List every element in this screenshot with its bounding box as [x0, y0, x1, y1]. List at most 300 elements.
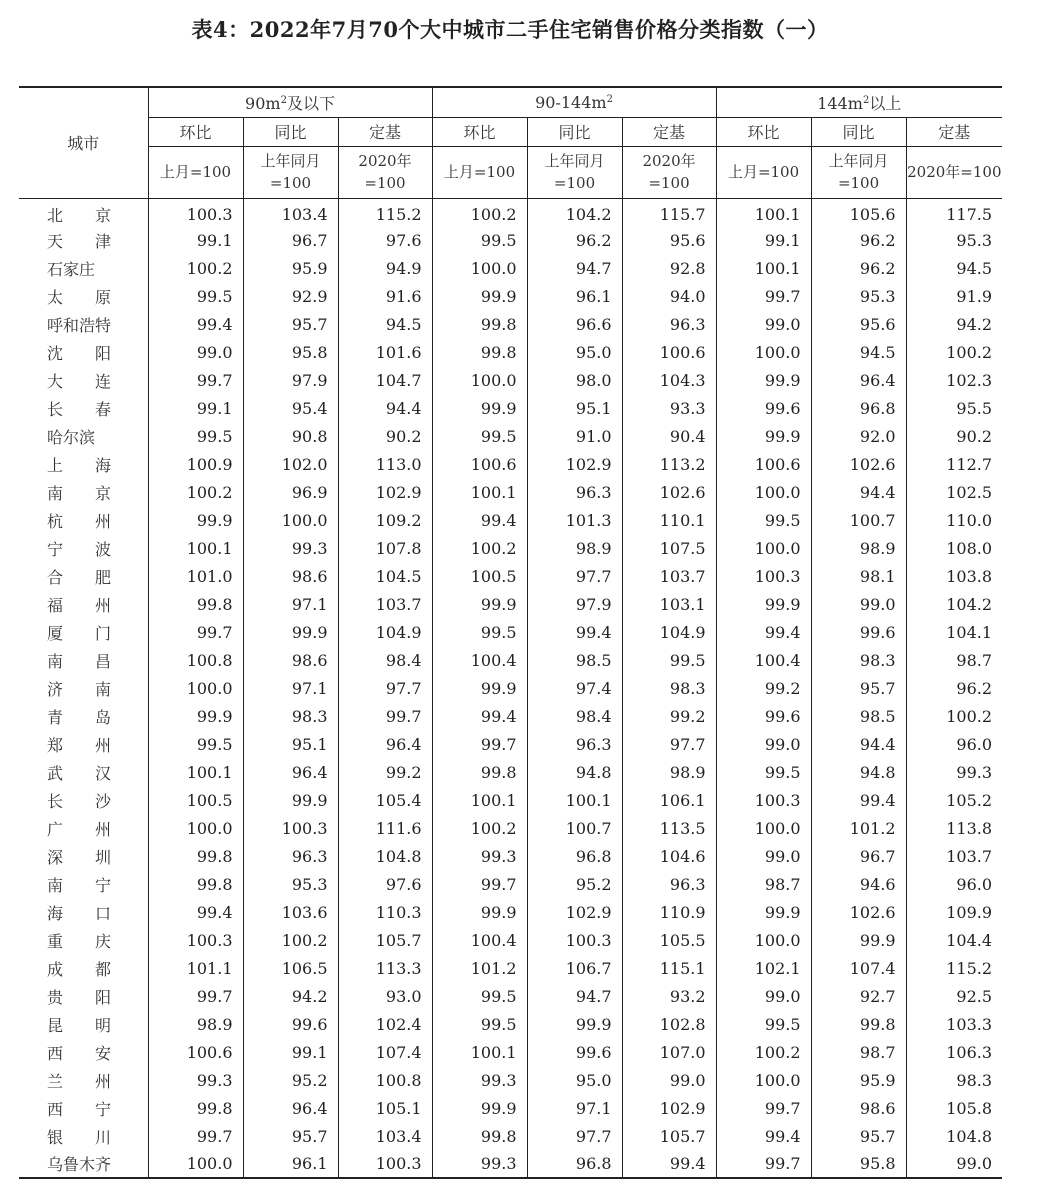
base-cell: 113.5 [622, 814, 716, 842]
base-cell: 91.6 [338, 282, 432, 310]
table-row [19, 1122, 1002, 1150]
yoy-cell: 99.6 [243, 1010, 338, 1038]
mom-cell: 99.0 [716, 730, 811, 758]
yoy-cell: 103.4 [243, 198, 338, 226]
mom-cell: 99.9 [716, 422, 811, 450]
base-cell: 103.4 [338, 1122, 432, 1150]
mom-cell: 99.5 [148, 730, 243, 758]
yoy-cell: 100.7 [811, 506, 906, 534]
yoy-cell: 96.4 [243, 758, 338, 786]
city-cell: 广 州 [47, 819, 112, 839]
base-cell: 117.5 [906, 198, 1002, 226]
mom-cell: 100.2 [432, 198, 527, 226]
yoy-cell: 96.2 [811, 254, 906, 282]
mom-cell: 99.2 [716, 674, 811, 702]
mom-cell: 99.6 [716, 702, 811, 730]
mom-cell: 100.4 [716, 646, 811, 674]
base-header-prev-year: 上年同月=100 [811, 146, 906, 198]
mom-cell: 99.7 [716, 282, 811, 310]
base-cell: 97.7 [622, 730, 716, 758]
sub-header-base: 定基 [622, 117, 716, 146]
sub-header-yoy: 同比 [527, 117, 622, 146]
mom-cell: 99.8 [148, 1094, 243, 1122]
base-cell: 99.0 [622, 1066, 716, 1094]
table-row [19, 478, 1002, 506]
city-cell: 长 沙 [47, 791, 112, 811]
yoy-cell: 94.7 [527, 982, 622, 1010]
mom-cell: 99.6 [716, 394, 811, 422]
table-row [19, 198, 1002, 226]
table-row [19, 590, 1002, 618]
base-cell: 95.5 [906, 394, 1002, 422]
mom-cell: 100.1 [432, 478, 527, 506]
base-cell: 102.8 [622, 1010, 716, 1038]
yoy-cell: 101.2 [811, 814, 906, 842]
yoy-cell: 97.7 [527, 1122, 622, 1150]
mom-cell: 100.3 [716, 786, 811, 814]
city-cell: 石家庄 [47, 259, 96, 279]
group-header-medium: $90-144m^2$ [432, 87, 716, 117]
base-cell: 96.4 [338, 730, 432, 758]
table-row [19, 674, 1002, 702]
mom-cell: 99.7 [432, 730, 527, 758]
yoy-cell: 101.3 [527, 506, 622, 534]
base-cell: 96.0 [906, 730, 1002, 758]
yoy-cell: 99.1 [243, 1038, 338, 1066]
mom-cell: 99.8 [148, 590, 243, 618]
yoy-cell: 94.8 [811, 758, 906, 786]
city-cell: 上 海 [47, 455, 112, 475]
yoy-cell: 98.5 [527, 646, 622, 674]
city-cell: 成 都 [47, 959, 112, 979]
mom-cell: 99.9 [716, 898, 811, 926]
mom-cell: 101.2 [432, 954, 527, 982]
base-cell: 105.7 [622, 1122, 716, 1150]
mom-cell: 100.0 [148, 814, 243, 842]
table-row [19, 1066, 1002, 1094]
table-row [19, 366, 1002, 394]
yoy-cell: 94.2 [243, 982, 338, 1010]
city-cell: 南 昌 [47, 651, 112, 671]
mom-cell: 98.7 [716, 870, 811, 898]
yoy-cell: 99.4 [527, 618, 622, 646]
yoy-cell: 102.6 [811, 450, 906, 478]
mom-cell: 102.1 [716, 954, 811, 982]
mom-cell: 99.7 [148, 1122, 243, 1150]
city-cell: 杭 州 [47, 511, 112, 531]
base-cell: 104.2 [906, 590, 1002, 618]
yoy-cell: 98.9 [527, 534, 622, 562]
table-row [19, 954, 1002, 982]
yoy-cell: 96.3 [243, 842, 338, 870]
table-row [19, 226, 1002, 254]
yoy-cell: 98.3 [811, 646, 906, 674]
base-cell: 110.9 [622, 898, 716, 926]
mom-cell: 99.4 [148, 310, 243, 338]
base-cell: 100.8 [338, 1066, 432, 1094]
base-cell: 96.2 [906, 674, 1002, 702]
yoy-cell: 96.8 [811, 394, 906, 422]
yoy-cell: 99.9 [243, 786, 338, 814]
yoy-cell: 91.0 [527, 422, 622, 450]
base-cell: 113.8 [906, 814, 1002, 842]
yoy-cell: 99.3 [243, 534, 338, 562]
sub-header-mom: 环比 [432, 117, 527, 146]
mom-cell: 99.0 [716, 982, 811, 1010]
city-cell: 重 庆 [47, 931, 112, 951]
base-cell: 115.2 [338, 198, 432, 226]
table-row [19, 394, 1002, 422]
yoy-cell: 92.9 [243, 282, 338, 310]
mom-cell: 99.9 [432, 898, 527, 926]
mom-cell: 100.2 [716, 1038, 811, 1066]
sub-header-base: 定基 [906, 117, 1002, 146]
city-cell: 宁 波 [47, 539, 112, 559]
mom-cell: 99.3 [432, 842, 527, 870]
base-cell: 100.3 [338, 1150, 432, 1178]
table-row [19, 1010, 1002, 1038]
yoy-cell: 99.9 [243, 618, 338, 646]
mom-cell: 100.8 [148, 646, 243, 674]
base-cell: 110.1 [622, 506, 716, 534]
city-cell: 合 肥 [47, 567, 112, 587]
mom-cell: 100.1 [432, 1038, 527, 1066]
yoy-cell: 96.2 [811, 226, 906, 254]
mom-cell: 99.0 [716, 842, 811, 870]
base-cell: 105.4 [338, 786, 432, 814]
base-cell: 99.4 [622, 1150, 716, 1178]
table-row [19, 870, 1002, 898]
yoy-cell: 98.6 [243, 562, 338, 590]
base-header-prev-year: 上年同月=100 [527, 146, 622, 198]
base-cell: 115.7 [622, 198, 716, 226]
mom-cell: 100.9 [148, 450, 243, 478]
base-cell: 103.1 [622, 590, 716, 618]
yoy-cell: 95.0 [527, 338, 622, 366]
base-cell: 90.2 [338, 422, 432, 450]
yoy-cell: 97.9 [243, 366, 338, 394]
base-cell: 102.6 [622, 478, 716, 506]
table-row [19, 730, 1002, 758]
yoy-cell: 105.6 [811, 198, 906, 226]
yoy-cell: 96.6 [527, 310, 622, 338]
mom-cell: 99.3 [432, 1150, 527, 1178]
yoy-cell: 96.1 [243, 1150, 338, 1178]
mom-cell: 99.8 [148, 842, 243, 870]
base-header-2020: 2020年=100 [622, 146, 716, 198]
base-cell: 100.6 [622, 338, 716, 366]
mom-cell: 100.0 [716, 478, 811, 506]
mom-cell: 99.5 [716, 506, 811, 534]
mom-cell: 99.7 [716, 1150, 811, 1178]
yoy-cell: 102.0 [243, 450, 338, 478]
mom-cell: 100.0 [432, 254, 527, 282]
table-row [19, 534, 1002, 562]
mom-cell: 99.9 [716, 366, 811, 394]
base-cell: 98.7 [906, 646, 1002, 674]
mom-cell: 100.4 [432, 926, 527, 954]
base-cell: 104.5 [338, 562, 432, 590]
mom-cell: 100.2 [432, 814, 527, 842]
base-cell: 98.3 [622, 674, 716, 702]
base-cell: 104.8 [338, 842, 432, 870]
yoy-cell: 102.9 [527, 898, 622, 926]
mom-cell: 100.6 [148, 1038, 243, 1066]
yoy-cell: 95.2 [243, 1066, 338, 1094]
base-cell: 99.5 [622, 646, 716, 674]
base-cell: 104.6 [622, 842, 716, 870]
base-cell: 102.5 [906, 478, 1002, 506]
base-cell: 110.3 [338, 898, 432, 926]
base-cell: 103.7 [338, 590, 432, 618]
city-cell: 西 安 [47, 1043, 112, 1063]
base-cell: 98.9 [622, 758, 716, 786]
yoy-cell: 96.8 [527, 842, 622, 870]
base-cell: 104.7 [338, 366, 432, 394]
base-cell: 95.3 [906, 226, 1002, 254]
mom-cell: 101.0 [148, 562, 243, 590]
mom-cell: 99.7 [432, 870, 527, 898]
yoy-cell: 95.8 [811, 1150, 906, 1178]
base-header-prev-month: 上月=100 [716, 146, 811, 198]
mom-cell: 100.3 [716, 562, 811, 590]
mom-cell: 99.0 [716, 310, 811, 338]
mom-cell: 100.1 [148, 534, 243, 562]
yoy-cell: 92.0 [811, 422, 906, 450]
city-cell: 长 春 [47, 399, 112, 419]
yoy-cell: 99.6 [527, 1038, 622, 1066]
table-row [19, 1094, 1002, 1122]
mom-cell: 99.7 [148, 618, 243, 646]
yoy-cell: 98.7 [811, 1038, 906, 1066]
mom-cell: 100.6 [716, 450, 811, 478]
mom-cell: 100.0 [716, 534, 811, 562]
mom-cell: 100.3 [148, 926, 243, 954]
sub-header-mom: 环比 [148, 117, 243, 146]
sub-header-mom: 环比 [716, 117, 811, 146]
yoy-cell: 102.9 [527, 450, 622, 478]
table-row [19, 926, 1002, 954]
city-cell: 哈尔滨 [47, 427, 96, 447]
base-cell: 103.7 [906, 842, 1002, 870]
city-cell: 武 汉 [47, 763, 112, 783]
mom-cell: 99.5 [716, 1010, 811, 1038]
table-row [19, 282, 1002, 310]
page-title: 表4：2022年7月70个大中城市二手住宅销售价格分类指数（一） [191, 17, 829, 42]
city-cell: 太 原 [47, 287, 112, 307]
yoy-cell: 96.9 [243, 478, 338, 506]
yoy-cell: 95.9 [243, 254, 338, 282]
base-cell: 90.2 [906, 422, 1002, 450]
yoy-cell: 92.7 [811, 982, 906, 1010]
yoy-cell: 97.9 [527, 590, 622, 618]
table-row [19, 842, 1002, 870]
base-header-prev-month: 上月=100 [432, 146, 527, 198]
yoy-cell: 94.8 [527, 758, 622, 786]
city-cell: 深 圳 [47, 847, 112, 867]
table-row [19, 506, 1002, 534]
base-cell: 98.4 [338, 646, 432, 674]
city-cell: 海 口 [47, 903, 112, 923]
base-header-2020: 2020年=100 [906, 146, 1002, 198]
mom-cell: 99.7 [716, 1094, 811, 1122]
mom-cell: 99.5 [432, 982, 527, 1010]
yoy-cell: 98.3 [243, 702, 338, 730]
table-row [19, 618, 1002, 646]
city-cell: 福 州 [47, 595, 112, 615]
yoy-cell: 95.7 [811, 674, 906, 702]
yoy-cell: 95.6 [811, 310, 906, 338]
yoy-cell: 106.7 [527, 954, 622, 982]
city-cell: 天 津 [47, 231, 112, 251]
mom-cell: 99.9 [432, 1094, 527, 1122]
base-cell: 94.2 [906, 310, 1002, 338]
yoy-cell: 97.7 [527, 562, 622, 590]
base-cell: 102.9 [622, 1094, 716, 1122]
yoy-cell: 97.4 [527, 674, 622, 702]
mom-cell: 100.1 [716, 254, 811, 282]
base-cell: 109.9 [906, 898, 1002, 926]
yoy-cell: 97.1 [243, 674, 338, 702]
base-cell: 100.2 [906, 338, 1002, 366]
base-header-prev-month: 上月=100 [148, 146, 243, 198]
city-cell: 北 京 [47, 205, 112, 225]
yoy-cell: 96.1 [527, 282, 622, 310]
base-cell: 99.2 [338, 758, 432, 786]
mom-cell: 100.4 [432, 646, 527, 674]
mom-cell: 100.2 [148, 254, 243, 282]
base-cell: 113.2 [622, 450, 716, 478]
mom-cell: 100.5 [432, 562, 527, 590]
base-cell: 97.7 [338, 674, 432, 702]
yoy-cell: 94.6 [811, 870, 906, 898]
yoy-cell: 98.6 [811, 1094, 906, 1122]
yoy-cell: 97.1 [527, 1094, 622, 1122]
table-row [19, 562, 1002, 590]
yoy-cell: 96.8 [527, 1150, 622, 1178]
base-cell: 93.3 [622, 394, 716, 422]
mom-cell: 99.8 [432, 758, 527, 786]
yoy-cell: 107.4 [811, 954, 906, 982]
base-cell: 105.8 [906, 1094, 1002, 1122]
base-cell: 102.9 [338, 478, 432, 506]
city-cell: 乌鲁木齐 [19, 1150, 148, 1178]
mom-cell: 100.6 [432, 450, 527, 478]
base-cell: 104.4 [906, 926, 1002, 954]
base-cell: 93.2 [622, 982, 716, 1010]
mom-cell: 99.5 [148, 282, 243, 310]
yoy-cell: 96.2 [527, 226, 622, 254]
yoy-cell: 100.2 [243, 926, 338, 954]
yoy-cell: 98.6 [243, 646, 338, 674]
base-cell: 107.8 [338, 534, 432, 562]
yoy-cell: 95.2 [527, 870, 622, 898]
mom-cell: 100.0 [716, 338, 811, 366]
yoy-cell: 94.4 [811, 478, 906, 506]
mom-cell: 99.5 [432, 618, 527, 646]
table-row [19, 982, 1002, 1010]
base-cell: 93.0 [338, 982, 432, 1010]
table-row [19, 338, 1002, 366]
base-cell: 92.5 [906, 982, 1002, 1010]
city-cell: 昆 明 [47, 1015, 112, 1035]
base-cell: 107.0 [622, 1038, 716, 1066]
mom-cell: 100.1 [148, 758, 243, 786]
mom-cell: 99.8 [432, 1122, 527, 1150]
yoy-cell: 95.3 [811, 282, 906, 310]
table-row [19, 422, 1002, 450]
base-cell: 109.2 [338, 506, 432, 534]
mom-cell: 99.5 [432, 226, 527, 254]
base-cell: 115.2 [906, 954, 1002, 982]
mom-cell: 100.0 [716, 926, 811, 954]
yoy-cell: 95.8 [243, 338, 338, 366]
mom-cell: 100.5 [148, 786, 243, 814]
base-cell: 96.3 [622, 870, 716, 898]
city-cell: 贵 阳 [47, 987, 112, 1007]
yoy-cell: 100.1 [527, 786, 622, 814]
table-row [19, 898, 1002, 926]
mom-cell: 99.4 [432, 702, 527, 730]
yoy-cell: 96.3 [527, 478, 622, 506]
mom-cell: 99.7 [148, 366, 243, 394]
yoy-cell: 95.7 [243, 310, 338, 338]
city-cell: 青 岛 [47, 707, 112, 727]
base-cell: 97.6 [338, 870, 432, 898]
base-cell: 104.8 [906, 1122, 1002, 1150]
base-cell: 106.3 [906, 1038, 1002, 1066]
group-header-large: $144m^2$以上 [716, 87, 1002, 117]
yoy-cell: 90.8 [243, 422, 338, 450]
yoy-cell: 100.7 [527, 814, 622, 842]
yoy-cell: 106.5 [243, 954, 338, 982]
sub-header-base: 定基 [338, 117, 432, 146]
table-row [19, 450, 1002, 478]
base-cell: 96.3 [622, 310, 716, 338]
yoy-cell: 95.9 [811, 1066, 906, 1094]
mom-cell: 99.3 [148, 1066, 243, 1094]
yoy-cell: 99.4 [811, 786, 906, 814]
base-cell: 99.0 [906, 1150, 1002, 1178]
price-index-table [19, 86, 1002, 1179]
yoy-cell: 95.3 [243, 870, 338, 898]
mom-cell: 100.3 [148, 198, 243, 226]
base-cell: 105.2 [906, 786, 1002, 814]
table-row [19, 758, 1002, 786]
base-cell: 91.9 [906, 282, 1002, 310]
mom-cell: 99.3 [432, 1066, 527, 1094]
base-cell: 111.6 [338, 814, 432, 842]
base-cell: 94.5 [338, 310, 432, 338]
yoy-cell: 96.3 [527, 730, 622, 758]
yoy-cell: 100.3 [527, 926, 622, 954]
yoy-cell: 94.7 [527, 254, 622, 282]
sub-header-yoy: 同比 [811, 117, 906, 146]
base-cell: 94.9 [338, 254, 432, 282]
table-row [19, 310, 1002, 338]
city-cell: 南 宁 [47, 875, 112, 895]
mom-cell: 98.9 [148, 1010, 243, 1038]
mom-cell: 100.1 [716, 198, 811, 226]
mom-cell: 99.9 [432, 394, 527, 422]
base-cell: 113.3 [338, 954, 432, 982]
yoy-cell: 96.4 [811, 366, 906, 394]
city-cell: 大 连 [47, 371, 112, 391]
yoy-cell: 102.6 [811, 898, 906, 926]
base-cell: 102.4 [338, 1010, 432, 1038]
base-cell: 90.4 [622, 422, 716, 450]
mom-cell: 99.5 [716, 758, 811, 786]
